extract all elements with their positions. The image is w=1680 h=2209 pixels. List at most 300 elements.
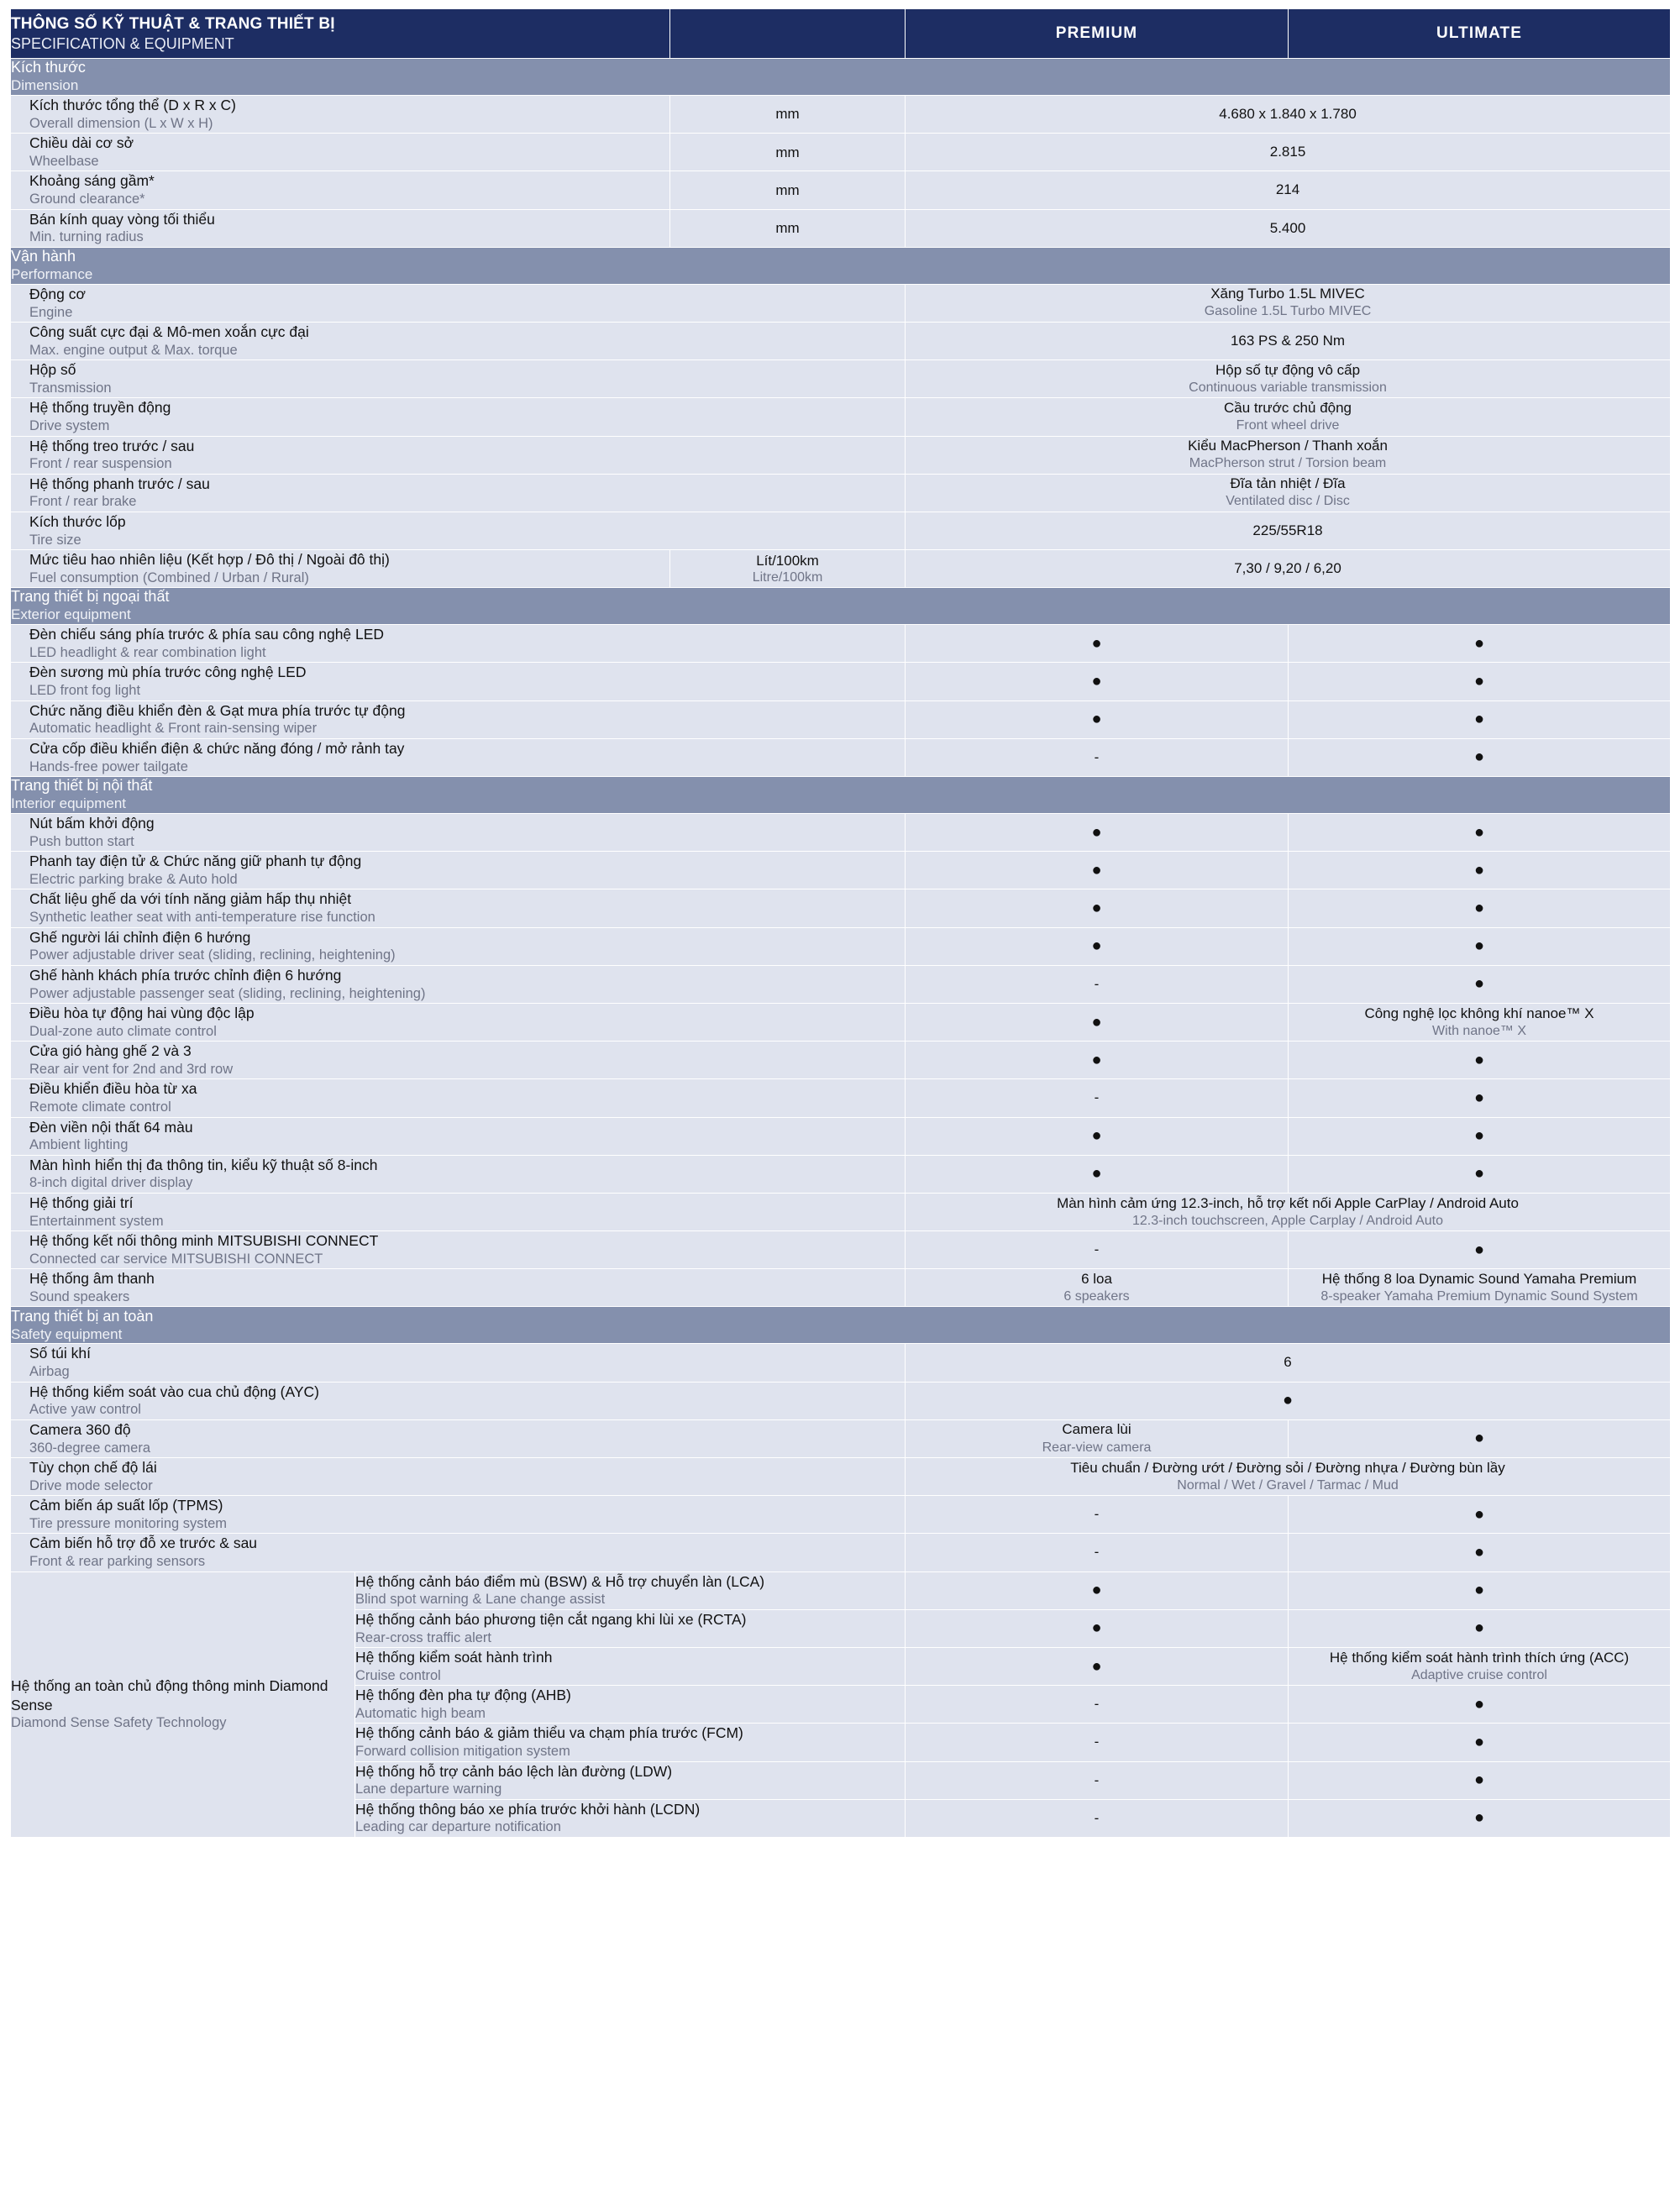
row-label bbox=[355, 1686, 906, 1724]
row-value-ultimate bbox=[1289, 1534, 1671, 1571]
table-row bbox=[11, 1534, 1671, 1571]
row-label-en: Electric parking brake & Auto hold bbox=[29, 871, 238, 887]
row-value-premium bbox=[906, 625, 1289, 663]
table-row bbox=[11, 1155, 1671, 1193]
row-unit-vn: mm bbox=[775, 144, 800, 160]
row-unit bbox=[670, 171, 906, 209]
row-value-premium-en: Rear-view camera bbox=[1042, 1440, 1152, 1455]
table-body bbox=[11, 9, 1671, 1838]
header-unit-spacer bbox=[670, 9, 906, 59]
row-label-en: Drive system bbox=[29, 418, 110, 434]
table-row bbox=[11, 1458, 1671, 1496]
row-value-premium bbox=[906, 1155, 1289, 1193]
section-band-vn: Kích thước bbox=[11, 59, 86, 76]
row-value-vn: 225/55R18 bbox=[1252, 522, 1323, 538]
row-label-vn: Đèn sương mù phía trước công nghệ LED bbox=[29, 664, 307, 681]
row-value-ultimate bbox=[1289, 700, 1671, 738]
table-row bbox=[11, 1042, 1671, 1079]
row-label-vn: Mức tiêu hao nhiên liệu (Kết hợp / Đô thị / Ngoài đô thị) bbox=[29, 551, 390, 569]
row-label-en: Lane departure warning bbox=[355, 1781, 502, 1797]
table-row bbox=[11, 852, 1671, 889]
row-label-en: Sound speakers bbox=[29, 1289, 130, 1304]
available-dot: ● bbox=[1473, 1240, 1485, 1259]
available-dot: ● bbox=[1091, 1164, 1102, 1183]
row-label bbox=[11, 1344, 906, 1382]
row-label-en: Push button start bbox=[29, 833, 134, 849]
row-label-vn: Đèn viền nội thất 64 màu bbox=[29, 1118, 193, 1136]
row-value-merged bbox=[906, 209, 1671, 247]
row-label-vn: Động cơ bbox=[29, 285, 86, 302]
table-row bbox=[11, 625, 1671, 663]
available-dot: ● bbox=[1473, 860, 1485, 879]
table-row bbox=[11, 1344, 1671, 1382]
not-available-dash: - bbox=[1094, 1544, 1100, 1561]
row-value-vn: 6 bbox=[1284, 1354, 1292, 1371]
row-label bbox=[11, 436, 906, 474]
section-band-row bbox=[11, 247, 1671, 284]
row-value-vn: Màn hình cảm ứng 12.3-inch, hỗ trợ kết nối Apple CarPlay / Android Auto bbox=[1057, 1194, 1519, 1211]
row-label-vn: Hệ thống kiểm soát hành trình bbox=[355, 1648, 553, 1666]
available-dot: ● bbox=[1473, 710, 1485, 729]
not-available-dash: - bbox=[1094, 1506, 1100, 1523]
row-value-vn: 163 PS & 250 Nm bbox=[1230, 332, 1346, 349]
table-row bbox=[11, 1117, 1671, 1155]
row-label bbox=[11, 1419, 906, 1457]
row-value-en: MacPherson strut / Torsion beam bbox=[1189, 456, 1387, 471]
row-value-en: 12.3-inch touchscreen, Apple Carplay / Android Auto bbox=[1132, 1213, 1444, 1228]
row-value-premium bbox=[906, 965, 1289, 1003]
available-dot: ● bbox=[1473, 1542, 1485, 1561]
row-value-ultimate bbox=[1289, 1231, 1671, 1269]
not-available-dash: - bbox=[1094, 975, 1100, 992]
row-label bbox=[11, 1269, 906, 1307]
table-row bbox=[11, 360, 1671, 398]
table-row bbox=[11, 889, 1671, 927]
row-unit bbox=[670, 134, 906, 171]
row-label bbox=[11, 1534, 906, 1571]
row-value-vn: Xăng Turbo 1.5L MIVEC bbox=[1210, 286, 1365, 302]
row-label-en: Connected car service MITSUBISHI CONNECT bbox=[29, 1251, 323, 1267]
row-label-vn: Khoảng sáng gầm* bbox=[29, 172, 155, 190]
row-label bbox=[11, 1193, 906, 1230]
row-label-en: Entertainment system bbox=[29, 1213, 164, 1229]
row-value-merged bbox=[906, 171, 1671, 209]
row-label-en: Rear-cross traffic alert bbox=[355, 1629, 491, 1645]
row-label-vn: Hệ thống âm thanh bbox=[29, 1270, 155, 1288]
row-value-premium-vn: Camera lùi bbox=[1062, 1421, 1131, 1438]
row-label-en: Fuel consumption (Combined / Urban / Rural) bbox=[29, 569, 309, 585]
row-value-merged bbox=[906, 474, 1671, 512]
available-dot: ● bbox=[1473, 633, 1485, 653]
row-value-vn: Kiểu MacPherson / Thanh xoắn bbox=[1188, 438, 1388, 454]
header-spec-title-vn: THÔNG SỐ KỸ THUẬT & TRANG THIẾT BỊ bbox=[11, 14, 335, 33]
section-band-vn: Trang thiết bị ngoại thất bbox=[11, 588, 170, 606]
row-label bbox=[355, 1724, 906, 1761]
table-row bbox=[11, 1003, 1671, 1041]
row-value-merged bbox=[906, 512, 1671, 549]
row-value-premium bbox=[906, 927, 1289, 965]
row-value-premium bbox=[906, 1079, 1289, 1117]
available-dot: ● bbox=[1473, 1164, 1485, 1183]
row-value-premium bbox=[906, 1799, 1289, 1837]
row-label bbox=[11, 663, 906, 700]
row-value-merged bbox=[906, 1458, 1671, 1496]
available-dot: ● bbox=[1473, 1429, 1485, 1448]
row-value-premium bbox=[906, 889, 1289, 927]
row-value-vn: 5.400 bbox=[1269, 219, 1306, 236]
row-value-premium bbox=[906, 814, 1289, 852]
row-label-vn: Điều hòa tự động hai vùng độc lập bbox=[29, 1004, 255, 1021]
row-label bbox=[11, 625, 906, 663]
row-value-ultimate bbox=[1289, 738, 1671, 776]
row-label-vn: Hệ thống hỗ trợ cảnh báo lệch làn đường (LDW) bbox=[355, 1762, 673, 1780]
row-value-ultimate-en: Adaptive cruise control bbox=[1411, 1667, 1547, 1682]
available-dot: ● bbox=[1473, 672, 1485, 691]
row-label-vn: Cảm biến hỗ trợ đỗ xe trước & sau bbox=[29, 1535, 258, 1552]
available-dot: ● bbox=[1091, 822, 1102, 842]
row-label-en: 360-degree camera bbox=[29, 1440, 151, 1456]
available-dot: ● bbox=[1473, 937, 1485, 956]
row-value-premium bbox=[906, 1496, 1289, 1534]
available-dot: ● bbox=[1091, 898, 1102, 917]
row-label-en: Leading car departure notification bbox=[355, 1819, 561, 1835]
row-value-ultimate bbox=[1289, 1155, 1671, 1193]
row-unit-vn: Lít/100km bbox=[756, 552, 819, 569]
row-value-ultimate bbox=[1289, 1117, 1671, 1155]
row-value-ultimate-vn: Hệ thống kiểm soát hành trình thích ứng (ACC) bbox=[1329, 1649, 1630, 1666]
section-band-vn: Vận hành bbox=[11, 247, 76, 265]
row-value-ultimate bbox=[1289, 927, 1671, 965]
section-band-en: Safety equipment bbox=[11, 1325, 123, 1342]
row-value-merged bbox=[906, 398, 1671, 436]
row-value-en: Continuous variable transmission bbox=[1189, 380, 1387, 395]
row-value-merged bbox=[906, 1344, 1671, 1382]
row-label bbox=[11, 700, 906, 738]
row-value-ultimate bbox=[1289, 1571, 1671, 1609]
row-value-premium bbox=[906, 663, 1289, 700]
row-label-en: Transmission bbox=[29, 380, 112, 396]
row-label-en: Front / rear suspension bbox=[29, 456, 172, 472]
row-label bbox=[11, 1382, 906, 1419]
row-label-en: Drive mode selector bbox=[29, 1477, 153, 1493]
section-band-en: Dimension bbox=[11, 77, 79, 94]
row-label-en: Dual-zone auto climate control bbox=[29, 1023, 217, 1039]
row-label-en: Ground clearance* bbox=[29, 192, 145, 207]
row-label bbox=[11, 852, 906, 889]
row-label-vn: Nút bấm khởi động bbox=[29, 815, 155, 832]
row-label-vn: Số túi khí bbox=[29, 1345, 91, 1362]
row-value-vn: Hộp số tự động vô cấp bbox=[1215, 361, 1361, 378]
available-dot: ● bbox=[1473, 1771, 1485, 1790]
row-label bbox=[11, 1458, 906, 1496]
row-value-vn: 7,30 / 9,20 / 6,20 bbox=[1234, 560, 1341, 577]
row-unit-vn: mm bbox=[775, 106, 800, 123]
row-label-en: Blind spot warning & Lane change assist bbox=[355, 1592, 606, 1608]
available-dot: ● bbox=[1473, 1126, 1485, 1146]
section-band-row bbox=[11, 59, 1671, 96]
header-spec-title-en: SPECIFICATION & EQUIPMENT bbox=[11, 34, 234, 52]
row-value-premium bbox=[906, 700, 1289, 738]
row-unit bbox=[670, 209, 906, 247]
row-label-vn: Hệ thống kiểm soát vào cua chủ động (AYC) bbox=[29, 1383, 320, 1400]
row-value-merged bbox=[906, 1193, 1671, 1230]
not-available-dash: - bbox=[1094, 1734, 1100, 1750]
row-value-ultimate bbox=[1289, 625, 1671, 663]
section-band-row bbox=[11, 1307, 1671, 1344]
row-value-vn: 214 bbox=[1275, 181, 1300, 198]
row-label bbox=[11, 1003, 906, 1041]
table-row bbox=[11, 1269, 1671, 1307]
row-label-en: Wheelbase bbox=[29, 153, 99, 169]
row-value-premium bbox=[906, 1269, 1289, 1307]
row-value-merged bbox=[906, 96, 1671, 134]
row-label-vn: Màn hình hiển thị đa thông tin, kiểu kỹ thuật số 8-inch bbox=[29, 1156, 378, 1173]
table-row bbox=[11, 436, 1671, 474]
table-row bbox=[11, 927, 1671, 965]
row-value-premium bbox=[906, 738, 1289, 776]
table-row bbox=[11, 398, 1671, 436]
row-label-vn: Hệ thống giải trí bbox=[29, 1194, 134, 1211]
table-row bbox=[11, 1079, 1671, 1117]
row-label-vn: Hệ thống cảnh báo & giảm thiểu va chạm phía trước (FCM) bbox=[355, 1724, 743, 1742]
table-row bbox=[11, 965, 1671, 1003]
table-row bbox=[11, 96, 1671, 134]
section-band bbox=[11, 59, 1671, 96]
row-value-en: Front wheel drive bbox=[1236, 418, 1340, 433]
not-available-dash: - bbox=[1094, 1696, 1100, 1713]
row-label-en: Tire size bbox=[29, 532, 81, 548]
row-label-vn: Điều khiển điều hòa từ xa bbox=[29, 1080, 197, 1098]
table-row bbox=[11, 814, 1671, 852]
row-label bbox=[11, 209, 670, 247]
row-label bbox=[11, 1117, 906, 1155]
row-value-ultimate bbox=[1289, 1799, 1671, 1837]
row-label-en: Front / rear brake bbox=[29, 494, 137, 510]
row-label bbox=[11, 134, 670, 171]
row-label-vn: Hệ thống thông báo xe phía trước khởi hành (LCDN) bbox=[355, 1800, 701, 1818]
section-band bbox=[11, 247, 1671, 284]
available-dot: ● bbox=[1473, 822, 1485, 842]
row-value-premium bbox=[906, 1571, 1289, 1609]
row-label-vn: Hệ thống phanh trước / sau bbox=[29, 475, 210, 492]
row-unit-vn: mm bbox=[775, 220, 800, 237]
section-band-vn: Trang thiết bị nội thất bbox=[11, 777, 153, 795]
row-label-vn: Ghế hành khách phía trước chỉnh điện 6 hướng bbox=[29, 966, 342, 984]
row-label bbox=[11, 1231, 906, 1269]
row-value-en: Ventilated disc / Disc bbox=[1226, 494, 1350, 509]
row-label bbox=[11, 171, 670, 209]
row-value-premium bbox=[906, 1647, 1289, 1685]
row-label bbox=[11, 550, 670, 588]
row-value-ultimate-en: 8-speaker Yamaha Premium Dynamic Sound System bbox=[1320, 1288, 1638, 1304]
table-row bbox=[11, 700, 1671, 738]
row-value-vn: 4.680 x 1.840 x 1.780 bbox=[1219, 106, 1357, 123]
available-dot: ● bbox=[1473, 1504, 1485, 1524]
row-value-premium bbox=[906, 852, 1289, 889]
row-value-premium bbox=[906, 1419, 1289, 1457]
available-dot: ● bbox=[1091, 1012, 1102, 1031]
available-dot: ● bbox=[1473, 1732, 1485, 1751]
table-row bbox=[11, 1571, 1671, 1609]
row-label-vn: Chất liệu ghế da với tính năng giảm hấp thụ nhiệt bbox=[29, 890, 352, 908]
table-row bbox=[11, 512, 1671, 549]
row-label bbox=[11, 889, 906, 927]
row-label-vn: Chiều dài cơ sở bbox=[29, 134, 134, 152]
section-band bbox=[11, 777, 1671, 814]
available-dot: ● bbox=[1091, 1126, 1102, 1146]
row-label bbox=[11, 1155, 906, 1193]
row-value-ultimate bbox=[1289, 1269, 1671, 1307]
available-dot: ● bbox=[1091, 1656, 1102, 1676]
header-grade-ultimate: ULTIMATE bbox=[1289, 9, 1671, 59]
diamond-sense-group-vn: Hệ thống an toàn chủ động thông minh Diamond Sense bbox=[11, 1676, 328, 1713]
not-available-dash: - bbox=[1094, 1089, 1100, 1106]
row-value-ultimate bbox=[1289, 1724, 1671, 1761]
section-band-en: Interior equipment bbox=[11, 795, 127, 812]
row-label bbox=[11, 738, 906, 776]
available-dot: ● bbox=[1473, 1694, 1485, 1713]
table-row bbox=[11, 1231, 1671, 1269]
table-row bbox=[11, 209, 1671, 247]
table-row bbox=[11, 1496, 1671, 1534]
row-label-en: Power adjustable passenger seat (sliding, reclining, heightening) bbox=[29, 985, 426, 1001]
available-dot: ● bbox=[1282, 1391, 1294, 1410]
row-label bbox=[11, 1496, 906, 1534]
row-label bbox=[11, 474, 906, 512]
table-header-row bbox=[11, 9, 1671, 59]
row-label bbox=[11, 398, 906, 436]
row-value-ultimate bbox=[1289, 1686, 1671, 1724]
row-label-en: LED headlight & rear combination light bbox=[29, 645, 266, 660]
row-label bbox=[11, 96, 670, 134]
row-label-vn: Ghế người lái chỉnh điện 6 hướng bbox=[29, 928, 251, 946]
row-label bbox=[11, 965, 906, 1003]
row-value-ultimate bbox=[1289, 1647, 1671, 1685]
row-label bbox=[355, 1799, 906, 1837]
row-label-vn: Đèn chiếu sáng phía trước & phía sau công nghệ LED bbox=[29, 626, 385, 643]
row-value-premium bbox=[906, 1686, 1289, 1724]
row-label-vn: Bán kính quay vòng tối thiểu bbox=[29, 210, 215, 228]
row-label-vn: Cửa gió hàng ghế 2 và 3 bbox=[29, 1042, 192, 1060]
row-value-ultimate bbox=[1289, 1761, 1671, 1799]
row-value-premium bbox=[906, 1042, 1289, 1079]
table-row bbox=[11, 171, 1671, 209]
row-label-en: Front & rear parking sensors bbox=[29, 1554, 206, 1570]
row-label bbox=[11, 360, 906, 398]
row-value-en: Normal / Wet / Gravel / Tarmac / Mud bbox=[1177, 1477, 1399, 1493]
available-dot: ● bbox=[1091, 633, 1102, 653]
row-label-en: Airbag bbox=[29, 1364, 70, 1380]
row-value-ultimate bbox=[1289, 1003, 1671, 1041]
row-label-en: Automatic high beam bbox=[355, 1705, 486, 1721]
row-value-ultimate bbox=[1289, 814, 1671, 852]
row-label-vn: Phanh tay điện tử & Chức năng giữ phanh tự động bbox=[29, 853, 362, 870]
row-label-en: Synthetic leather seat with anti-temperature rise function bbox=[29, 910, 375, 926]
not-available-dash: - bbox=[1094, 1771, 1100, 1788]
row-value-premium bbox=[906, 1761, 1289, 1799]
row-value-merged bbox=[906, 436, 1671, 474]
not-available-dash: - bbox=[1094, 1809, 1100, 1826]
row-label-en: Forward collision mitigation system bbox=[355, 1744, 570, 1760]
row-value-ultimate-vn: Công nghệ lọc không khí nanoe™ X bbox=[1364, 1005, 1594, 1021]
table-row bbox=[11, 550, 1671, 588]
section-band-row bbox=[11, 777, 1671, 814]
row-label-vn: Hệ thống kết nối thông minh MITSUBISHI CONNECT bbox=[29, 1232, 379, 1250]
row-label bbox=[11, 1079, 906, 1117]
available-dot: ● bbox=[1091, 1619, 1102, 1638]
header-grade-premium: PREMIUM bbox=[906, 9, 1289, 59]
row-label-vn: Kích thước lốp bbox=[29, 512, 126, 530]
not-available-dash: - bbox=[1094, 1241, 1100, 1258]
row-value-vn: 2.815 bbox=[1269, 144, 1306, 160]
row-value-merged bbox=[906, 1382, 1671, 1419]
row-label-vn: Hệ thống truyền động bbox=[29, 399, 171, 417]
available-dot: ● bbox=[1091, 710, 1102, 729]
available-dot: ● bbox=[1473, 1808, 1485, 1828]
row-label bbox=[355, 1571, 906, 1609]
row-label-vn: Chức năng điều khiển đèn & Gạt mưa phía trước tự động bbox=[29, 701, 406, 719]
row-label bbox=[11, 927, 906, 965]
row-value-ultimate-vn: Hệ thống 8 loa Dynamic Sound Yamaha Premium bbox=[1321, 1270, 1637, 1287]
row-value-premium bbox=[906, 1609, 1289, 1647]
row-label bbox=[11, 284, 906, 322]
available-dot: ● bbox=[1473, 974, 1485, 994]
row-label-vn: Camera 360 độ bbox=[29, 1420, 131, 1438]
row-value-ultimate bbox=[1289, 1079, 1671, 1117]
row-value-premium-en: 6 speakers bbox=[1063, 1288, 1130, 1304]
row-label bbox=[11, 322, 906, 359]
row-label-vn: Hệ thống cảnh báo phương tiện cắt ngang khi lùi xe (RCTA) bbox=[355, 1610, 747, 1628]
row-label-en: Rear air vent for 2nd and 3rd row bbox=[29, 1061, 234, 1077]
row-value-ultimate-en: With nanoe™ X bbox=[1431, 1023, 1527, 1038]
row-label-en: LED front fog light bbox=[29, 683, 141, 699]
row-value-merged bbox=[906, 322, 1671, 359]
row-value-en: Gasoline 1.5L Turbo MIVEC bbox=[1204, 304, 1372, 319]
row-label-en: Remote climate control bbox=[29, 1099, 171, 1115]
row-label-vn: Cảm biến áp suất lốp (TPMS) bbox=[29, 1497, 223, 1514]
row-value-vn: Cầu trước chủ động bbox=[1224, 399, 1352, 416]
available-dot: ● bbox=[1091, 937, 1102, 956]
row-label-en: Tire pressure monitoring system bbox=[29, 1515, 228, 1531]
row-unit-vn: mm bbox=[775, 181, 800, 198]
available-dot: ● bbox=[1091, 860, 1102, 879]
row-label-vn: Hệ thống cảnh báo điểm mù (BSW) & Hỗ trợ chuyển làn (LCA) bbox=[355, 1572, 765, 1590]
row-value-ultimate bbox=[1289, 1042, 1671, 1079]
section-band-vn: Trang thiết bị an toàn bbox=[11, 1307, 154, 1325]
row-label-vn: Kích thước tổng thể (D x R x C) bbox=[29, 97, 236, 113]
row-unit-en: Litre/100km bbox=[752, 569, 823, 585]
row-value-premium bbox=[906, 1534, 1289, 1571]
row-label-en: Engine bbox=[29, 304, 73, 320]
row-value-ultimate bbox=[1289, 852, 1671, 889]
available-dot: ● bbox=[1473, 1050, 1485, 1069]
row-value-ultimate bbox=[1289, 1609, 1671, 1647]
row-label bbox=[355, 1609, 906, 1647]
row-label-en: Max. engine output & Max. torque bbox=[29, 342, 238, 358]
available-dot: ● bbox=[1473, 1581, 1485, 1600]
table-row bbox=[11, 284, 1671, 322]
row-value-ultimate bbox=[1289, 965, 1671, 1003]
available-dot: ● bbox=[1473, 1619, 1485, 1638]
row-label bbox=[11, 1042, 906, 1079]
specification-table bbox=[10, 8, 1671, 1838]
row-value-vn: Đĩa tản nhiệt / Đĩa bbox=[1230, 475, 1346, 492]
available-dot: ● bbox=[1091, 1050, 1102, 1069]
row-label-en: Power adjustable driver seat (sliding, reclining, heightening) bbox=[29, 947, 396, 963]
header-spec-title bbox=[11, 9, 670, 59]
row-value-merged bbox=[906, 134, 1671, 171]
row-value-premium-vn: 6 loa bbox=[1081, 1270, 1112, 1287]
